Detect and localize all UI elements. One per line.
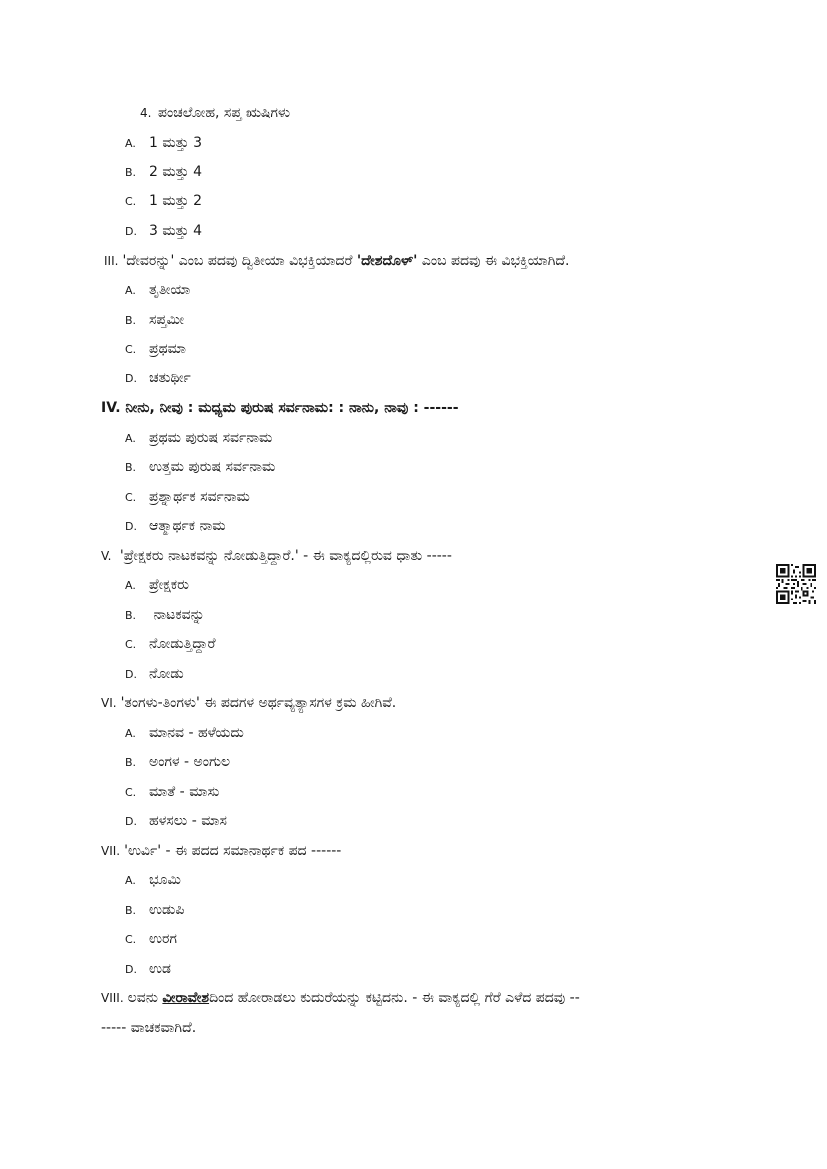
option-d	[125, 368, 191, 389]
question-text-pre: 'ದೇವರನ್ನು' ಎಂಬ ಪದವು ದ್ವಿತೀಯಾ ವಿಭಕ್ತಿಯಾದರೆ	[122, 253, 357, 269]
option-text: ಉರಗ	[149, 931, 177, 947]
question-8-continuation	[101, 1018, 196, 1038]
question-text: 'ಪ್ರೇಕ್ಷಕರು ನಾಟಕವನ್ನು ನೋಡುತ್ತಿದ್ದಾರೆ.' - ಈ ವಾಕ್ಯದಲ್ಲಿರುವ ಧಾತು -----	[115, 548, 452, 564]
option-letter: A.	[125, 284, 136, 297]
question-bold-word: 'ದೇಶದೊಳ್'	[356, 253, 418, 269]
question-3	[104, 251, 569, 271]
question-number: VIII.	[101, 991, 124, 1005]
question-text-post: ಎಂಬ ಪದವು ಈ ವಿಭಕ್ತಿಯಾಗಿದೆ.	[417, 253, 570, 269]
option-letter: B.	[125, 904, 137, 917]
option-text: ಆತ್ಮಾರ್ಥಕ ನಾಮ	[149, 518, 226, 534]
option-b	[125, 752, 230, 773]
option-letter: B.	[125, 609, 137, 622]
option-text: ಅಂಗಳ - ಅಂಗುಲ	[149, 754, 231, 770]
option-d	[125, 959, 171, 980]
item-text: ಪಂಚಲೋಹ, ಸಪ್ತ ಋಷಿಗಳು	[158, 105, 291, 121]
option-text: 2 ಮತ್ತು 4	[149, 164, 203, 180]
option-text: 1 ಮತ್ತು 2	[149, 193, 203, 209]
option-a	[125, 575, 189, 596]
option-letter: C.	[125, 638, 137, 651]
option-c	[125, 782, 219, 803]
list-item-4	[140, 103, 290, 123]
option-a	[125, 870, 181, 891]
option-letter: C.	[125, 933, 137, 946]
option-b	[125, 457, 275, 478]
option-text: ಉಡ	[149, 961, 171, 977]
question-5	[101, 546, 452, 566]
option-text: ಪ್ರಥಮಾ	[149, 341, 186, 357]
option-a	[125, 723, 244, 744]
question-7	[101, 841, 341, 861]
option-letter: C.	[125, 491, 137, 504]
option-b	[125, 162, 202, 183]
question-8	[101, 988, 580, 1008]
option-d	[125, 221, 202, 242]
option-d	[125, 811, 227, 832]
option-a	[125, 428, 272, 449]
option-letter: A.	[125, 874, 136, 887]
option-letter: D.	[125, 963, 137, 976]
option-text: ಭೂಮಿ	[149, 872, 181, 888]
question-text: 'ತಂಗಳು-ತಿಂಗಳು' ಈ ಪದಗಳ ಅರ್ಥವ್ಯತ್ಯಾಸಗಳ ಕ್ರಮ ಹೀಗಿವೆ.	[120, 695, 397, 711]
option-text: ನಾಟಕವನ್ನು	[149, 607, 205, 623]
option-c	[125, 929, 177, 950]
question-6	[101, 693, 396, 713]
option-letter: A.	[125, 432, 136, 445]
option-letter: D.	[125, 520, 137, 533]
option-letter: D.	[125, 668, 137, 681]
option-text: ಪ್ರಥಮ ಪುರುಷ ಸರ್ವನಾಮ	[149, 430, 273, 446]
option-letter: B.	[125, 166, 137, 179]
question-4	[101, 398, 459, 418]
question-text-pre: ಲವನು	[127, 990, 163, 1006]
option-c	[125, 487, 250, 508]
question-number: VII.	[101, 844, 121, 858]
underlined-word: ವೀರಾವೇಶ	[162, 990, 210, 1006]
option-letter: C.	[125, 343, 137, 356]
option-letter: D.	[125, 372, 137, 385]
option-text: ನೋಡು	[149, 666, 184, 682]
option-text: ಮಾತೆ - ಮಾಸು	[149, 784, 220, 800]
option-c	[125, 191, 202, 212]
option-letter: A.	[125, 727, 136, 740]
qr-code-icon	[776, 564, 816, 604]
question-text-post: ದಿಂದ ಹೋರಾಡಲು ಕುದುರೆಯನ್ನು ಕಟ್ಟಿದನು. - ಈ ವಾಕ್ಯದಲ್ಲಿ ಗೆರೆ ಎಳೆದ ಪದವು --	[209, 990, 580, 1006]
option-letter: C.	[125, 786, 137, 799]
question-number: VI.	[101, 696, 117, 710]
option-letter: C.	[125, 195, 137, 208]
option-d	[125, 516, 226, 537]
option-text: ಪ್ರಶ್ನಾರ್ಥಕ ಸರ್ವನಾಮ	[149, 489, 250, 505]
option-text: ಉತ್ತಮ ಪುರುಷ ಸರ್ವನಾಮ	[149, 459, 276, 475]
option-text: ಮಾನವ - ಹಳೆಯದು	[149, 725, 244, 741]
question-number: V.	[101, 549, 112, 563]
option-text: ಚತುರ್ಥೀ	[149, 370, 191, 386]
option-text: 3 ಮತ್ತು 4	[149, 223, 203, 239]
option-c	[125, 339, 186, 360]
item-number: 4.	[140, 106, 152, 120]
option-a	[125, 133, 202, 154]
option-b	[125, 605, 205, 626]
option-letter: B.	[125, 314, 137, 327]
option-letter: B.	[125, 461, 137, 474]
option-letter: A.	[125, 137, 136, 150]
option-letter: B.	[125, 756, 137, 769]
question-text: IV. ನೀನು, ನೀವು : ಮಧ್ಯಮ ಪುರುಷ ಸರ್ವನಾಮ: : ನಾನು, ನಾವು : ------	[101, 400, 459, 416]
option-c	[125, 634, 216, 655]
option-text: ಸಪ್ತಮೀ	[149, 312, 185, 328]
question-text: 'ಉರ್ವಿ' - ಈ ಪದದ ಸಮಾನಾರ್ಥಕ ಪದ ------	[124, 843, 342, 859]
option-a	[125, 280, 190, 301]
option-text: ತೃತೀಯಾ	[149, 282, 191, 298]
question-number: III.	[104, 254, 119, 268]
question-text-line2: ----- ವಾಚಕವಾಗಿದೆ.	[101, 1020, 197, 1036]
option-b	[125, 310, 184, 331]
option-letter: D.	[125, 225, 137, 238]
option-b	[125, 900, 184, 921]
option-text: ಹಳಸಲು - ಮಾಸ	[149, 813, 227, 829]
option-text: ಉಡುಪಿ	[149, 902, 185, 918]
option-letter: A.	[125, 579, 136, 592]
option-letter: D.	[125, 815, 137, 828]
option-text: ನೋಡುತ್ತಿದ್ದಾರೆ	[149, 636, 216, 652]
option-text: 1 ಮತ್ತು 3	[149, 135, 203, 151]
option-d	[125, 664, 184, 685]
option-text: ಪ್ರೇಕ್ಷಕರು	[149, 577, 189, 593]
